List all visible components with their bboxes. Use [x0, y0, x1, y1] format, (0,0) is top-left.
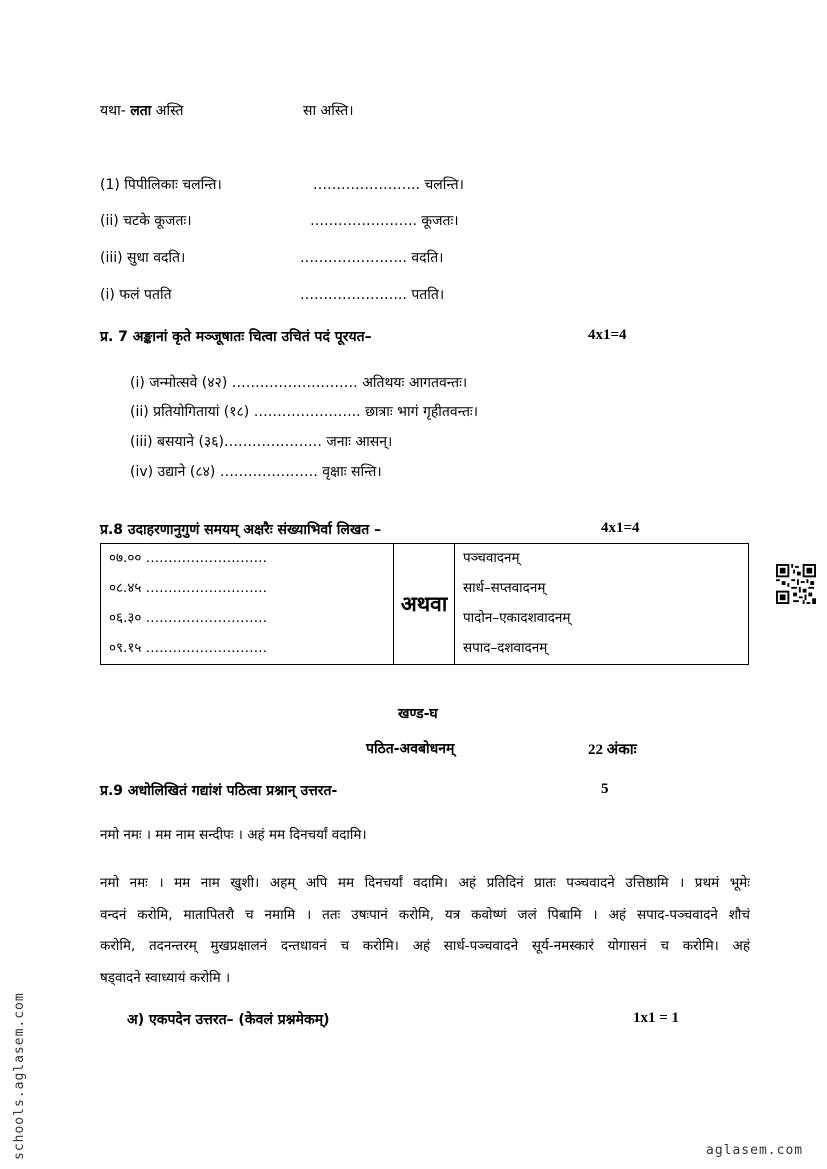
q8-right-row: पादोन–एकादशवादनम् — [463, 610, 571, 626]
q7-item: (iv) उद्याने (८४) ………………… वृक्षाः सन्ति। — [130, 464, 382, 480]
q7-item: (ii) प्रतियोगितायां (१८) ………………….. छात्राः भागं गृहीतवन्तः। — [130, 404, 479, 420]
q6-item-answer: ………………….. कूजतः। — [310, 213, 459, 229]
example-answer: सा अस्ति। — [303, 103, 354, 119]
example-prefix: यथा- — [100, 103, 126, 119]
q6-item-answer: ………………….. पतति। — [300, 287, 445, 303]
q9-intro: नमो नमः । मम नाम सन्दीपः । अहं मम दिनचर्यां वदामि। — [100, 827, 367, 843]
passage-line: वन्दनं करोमि, मातापितरौ च नमामि । ततः उषःपानं करोमि, यत्र कवोष्णं जलं पिबामि । अहं सपाद-पञ्चवादने शौचं — [100, 906, 750, 923]
q8-right-row: सपाद–दशवादनम् — [463, 640, 548, 656]
passage-line: करोमि, तदनन्तरम् मुखप्रक्षालनं दन्तधावनं च करोमि। अहं सार्ध-पञ्चवादने सूर्य-नमस्कारं योगासनं च करोमि। अहं — [100, 938, 750, 954]
q8-table — [100, 543, 749, 665]
example-word: लता — [130, 103, 152, 119]
q8-right-cell — [455, 544, 749, 665]
q6-item-2 — [100, 211, 192, 230]
q8-heading: प्र.8 उदाहरणानुगुणं समयम् अक्षरैः संख्याभिर्वा लिखत – — [100, 522, 382, 538]
section-subtitle: पठित-अवबोधनम् — [366, 741, 455, 757]
passage-line: नमो नमः । मम नाम खुशी। अहम् अपि मम दिनचर्यां वदामि। अहं प्रतिदिनं प्रातः पञ्चवादने उत्तिष्ठामि । प्रथमं भूमेः — [100, 875, 750, 891]
passage-line: षड्वादने स्वाध्यायं करोमि । — [100, 969, 231, 986]
q7-marks: 4x1=4 — [588, 327, 627, 343]
q6-item-question: सुधा वदति। — [127, 250, 186, 266]
q6-item-num: (ii) — [100, 213, 119, 229]
q6-item-4 — [100, 285, 172, 304]
q8-left-row: ०७.०० ……………………… — [109, 550, 268, 566]
q9-sub-a-marks: 1x1 = 1 — [633, 1010, 680, 1026]
q6-item-num: (1) — [100, 177, 120, 193]
q6-item-num: (i) — [100, 287, 115, 303]
bottom-watermark: aglasem.com — [706, 1143, 804, 1158]
q7-item: (iii) बसयाने (३६)………………… जनाः आसन्। — [130, 434, 393, 450]
example-line — [100, 101, 184, 120]
q8-right-row: पञ्चवादनम् — [463, 550, 520, 566]
q8-or-label: अथवा — [394, 544, 455, 665]
q8-marks: 4x1=4 — [601, 520, 640, 536]
q8-left-row: ०९.१५ ……………………… — [109, 640, 268, 656]
q8-right-row: सार्ध–सप्तवादनम् — [463, 580, 546, 596]
q9-sub-a-label: अ) एकपदेन उत्तरत– (केवलं प्रश्नमेकम्) — [127, 1012, 330, 1028]
section-marks: 22 अंकाः — [588, 742, 637, 758]
q6-item-question: पिपीलिकाः चलन्ति। — [124, 177, 222, 193]
q6-item-1 — [100, 175, 222, 194]
q7-item: (i) जन्मोत्सवे (४२) ……………………… अतिथयः आगतवन्तः। — [130, 375, 468, 391]
q8-left-row: ०६.३० ……………………… — [109, 610, 268, 626]
q9-passage — [100, 868, 750, 994]
q7-heading: प्र. 7 अङ्कानां कृते मञ्जूषातः चित्वा उचितं पदं पूरयत– — [100, 329, 372, 345]
q8-left-row: ०८.४५ ……………………… — [109, 580, 268, 596]
section-title: खण्ड-घ — [398, 706, 438, 722]
q8-left-cell — [101, 544, 394, 665]
qr-code-icon — [776, 564, 816, 604]
q9-heading: प्र.9 अधोलिखितं गद्यांशं पठित्वा प्रश्नान् उत्तरत- — [100, 783, 338, 799]
example-rest: अस्ति — [151, 103, 184, 119]
side-watermark: schools.aglasem.com — [12, 992, 27, 1160]
q6-item-answer: ………………….. वदति। — [300, 250, 444, 266]
q6-item-answer: ………………….. चलन्ति। — [313, 177, 464, 193]
q6-item-question: फलं पतति — [119, 287, 172, 303]
q6-item-3 — [100, 248, 185, 267]
q6-item-question: चटके कूजतः। — [123, 213, 192, 229]
q9-marks: 5 — [601, 781, 609, 797]
q6-item-num: (iii) — [100, 250, 123, 266]
